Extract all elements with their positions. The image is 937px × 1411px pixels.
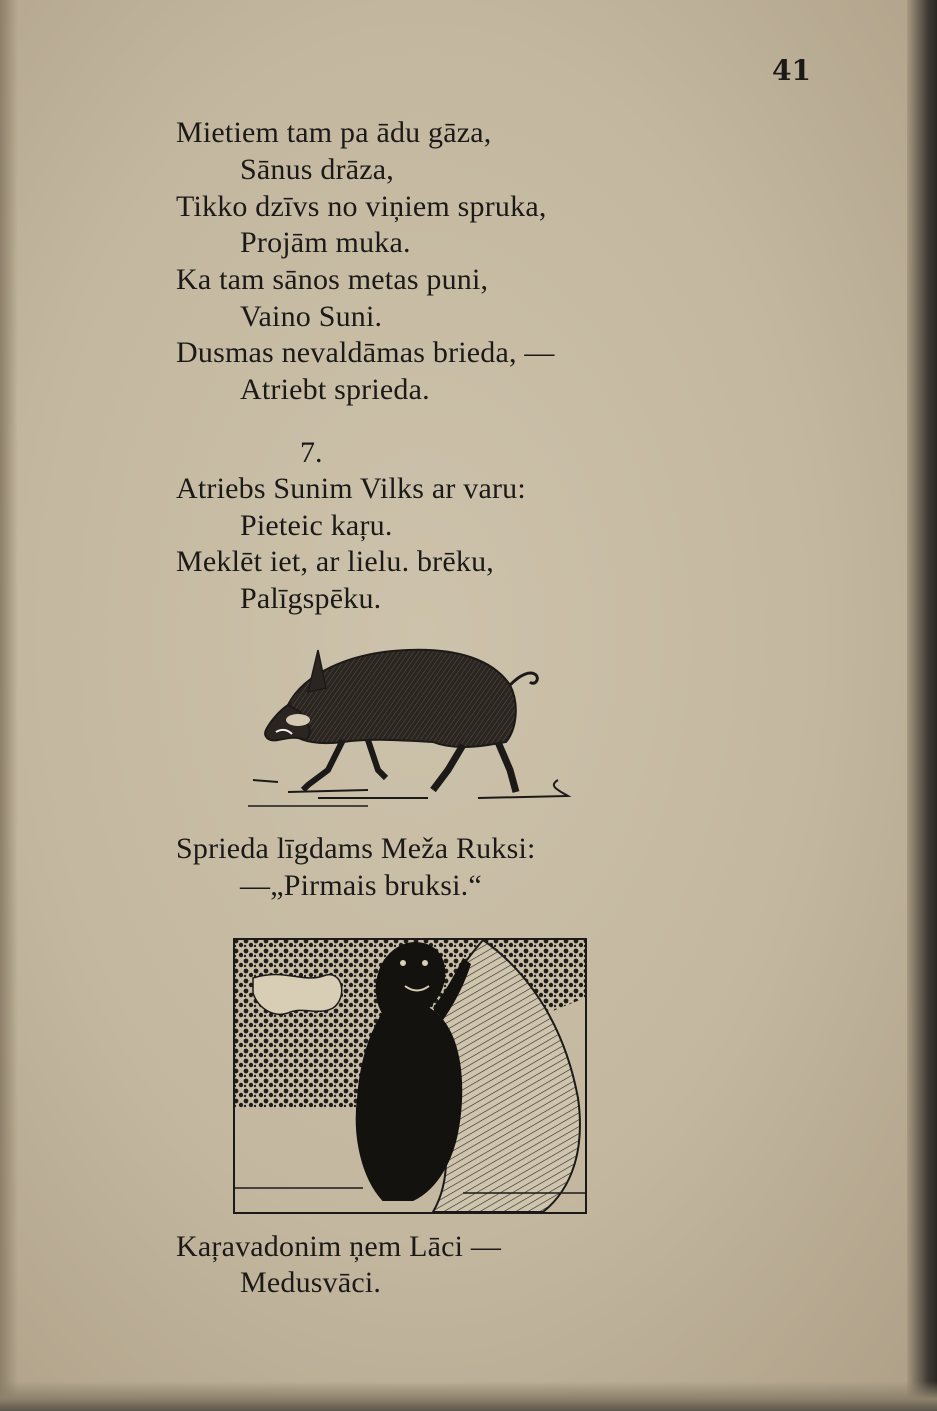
verse-line: Palīgspēku. <box>240 582 382 615</box>
verse-line: Atriebs Sunim Vilks ar varu: <box>176 472 526 505</box>
verse-line: Medusvāci. <box>240 1266 382 1299</box>
verse-line: Tikko dzīvs no viņiem spruka, <box>176 190 547 223</box>
verse-line: Ka tam sānos metas puni, <box>176 263 489 296</box>
section-number: 7. <box>300 436 323 469</box>
gutter-shadow <box>0 0 18 1411</box>
verse-line: —„Pirmais bruksi.“ <box>240 869 482 902</box>
verse-line: Dusmas nevaldāmas brieda, — <box>176 336 555 369</box>
verse-line: Vaino Suni. <box>240 300 383 333</box>
verse-line: Projām muka. <box>240 226 411 259</box>
verse-line: Meklēt iet, ar lielu. brēku, <box>176 545 494 578</box>
verse-line: Kaŗavadonim ņem Lāci — <box>176 1230 502 1263</box>
page-edge-right <box>907 0 937 1411</box>
boar-illustration <box>248 630 578 815</box>
page-number: 41 <box>772 54 811 87</box>
verse-line: Pieteic kaŗu. <box>240 509 393 542</box>
verse-line: Mietiem tam pa ādu gāza, <box>176 116 492 149</box>
verse-line: Sprieda līgdams Meža Ruksi: <box>176 832 536 865</box>
verse-line: Atriebt sprieda. <box>240 373 430 406</box>
verse-line: Sānus drāza, <box>240 153 395 186</box>
page-edge-bottom <box>0 1381 937 1411</box>
bear-illustration <box>233 938 587 1214</box>
